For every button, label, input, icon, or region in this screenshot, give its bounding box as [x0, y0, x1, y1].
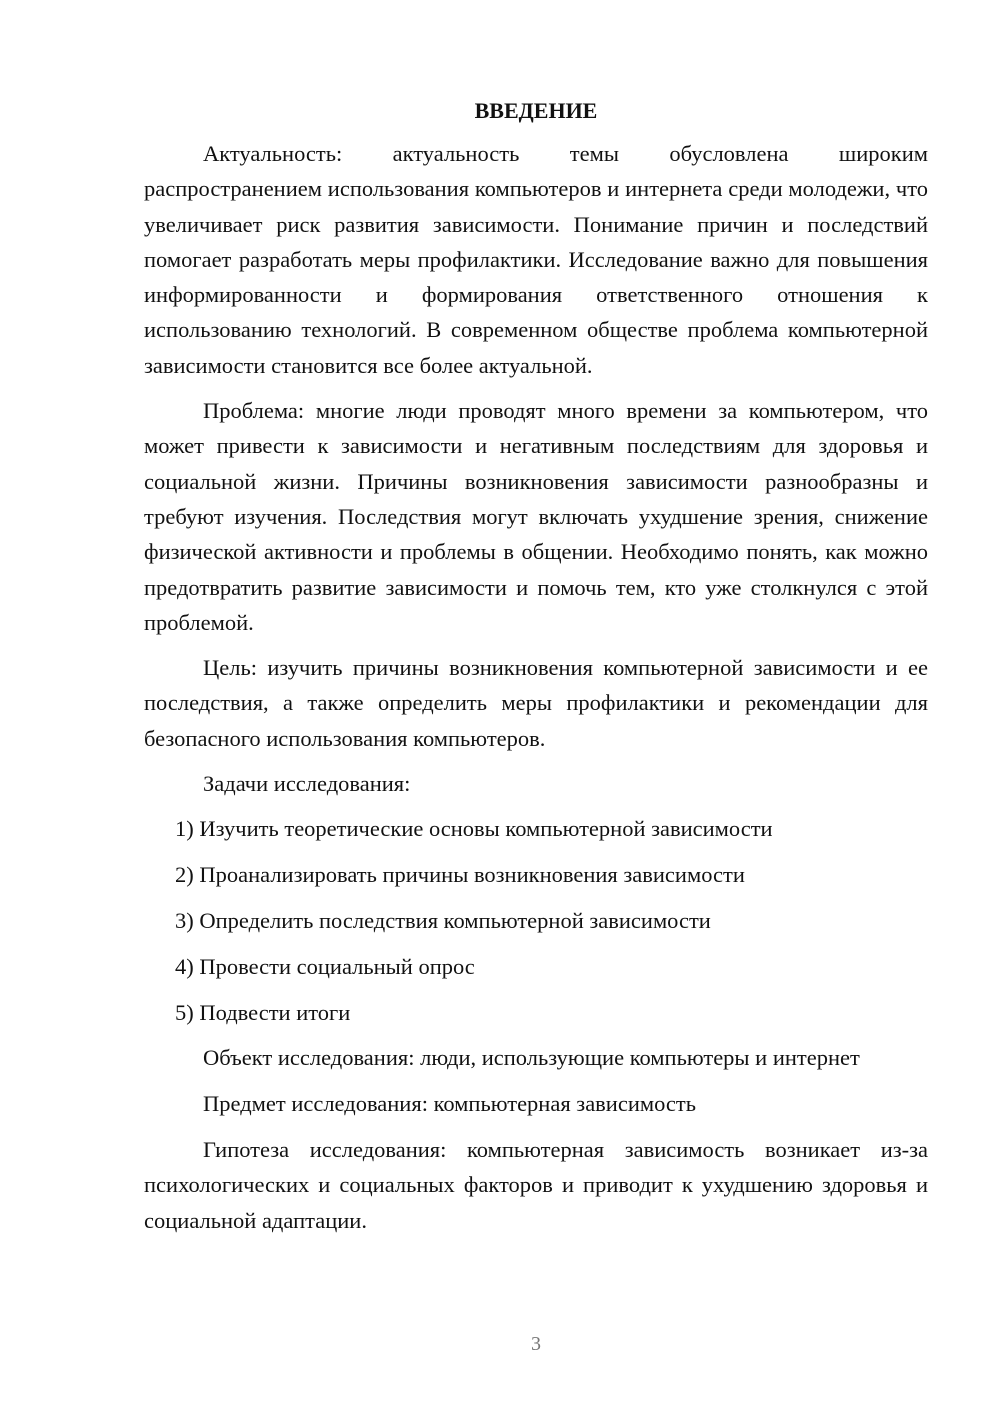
list-item: 2) Проанализировать причины возникновения зависимости: [175, 862, 745, 888]
list-item: 4) Провести социальный опрос: [175, 953, 475, 979]
section-title: ВВЕДЕНИЕ: [474, 98, 598, 123]
page-number: 3: [531, 1333, 541, 1355]
list-item: 1) Изучить теоретические основы компьютерной зависимости: [175, 816, 773, 842]
goal-paragraph: Цель: изучить причины возникновения компьютерной зависимости и ее последствия, а также определить меры профилактики и рекомендации для безопасного использования компьютеров.: [144, 655, 928, 751]
list-item: 3) Определить последствия компьютерной зависимости: [175, 907, 711, 933]
problem-paragraph: Проблема: многие люди проводят много времени за компьютером, что может привести к зависимости и негативным последствиям для здоровья и социальной жизни. Причины возникновения зависимости разнообразны и требуют изучения. Последствия могут включать ухудшение зрения, снижение физической активности и проблемы в общении. Необходимо понять, как можно предотвратить развитие зависимости и помочь тем, кто уже столкнулся с этой проблемой.: [144, 398, 928, 635]
relevance-paragraph: Актуальность: актуальность темы обусловлена широким распространением использования компьютеров и интернета среди молодежи, что увеличивает риск развития зависимости. Понимание причин и последствий помогает разработать меры профилактики. Исследование важно для повышения информированности и формирования ответственного отношения к использованию технологий. В современном обществе проблема компьютерной зависимости становится все более актуальной.: [144, 141, 928, 378]
list-item: 5) Подвести итоги: [175, 999, 351, 1025]
document-page: [144, 92, 928, 1248]
research-object: Объект исследования: люди, использующие компьютеры и интернет: [203, 1045, 860, 1071]
research-subject: Предмет исследования: компьютерная зависимость: [203, 1091, 697, 1117]
tasks-heading: Задачи исследования:: [203, 771, 411, 797]
hypothesis-paragraph: Гипотеза исследования: компьютерная зависимость возникает из-за психологических и социальных факторов и приводит к ухудшению здоровья и социальной адаптации.: [144, 1136, 928, 1233]
tasks-list: [144, 811, 928, 1029]
